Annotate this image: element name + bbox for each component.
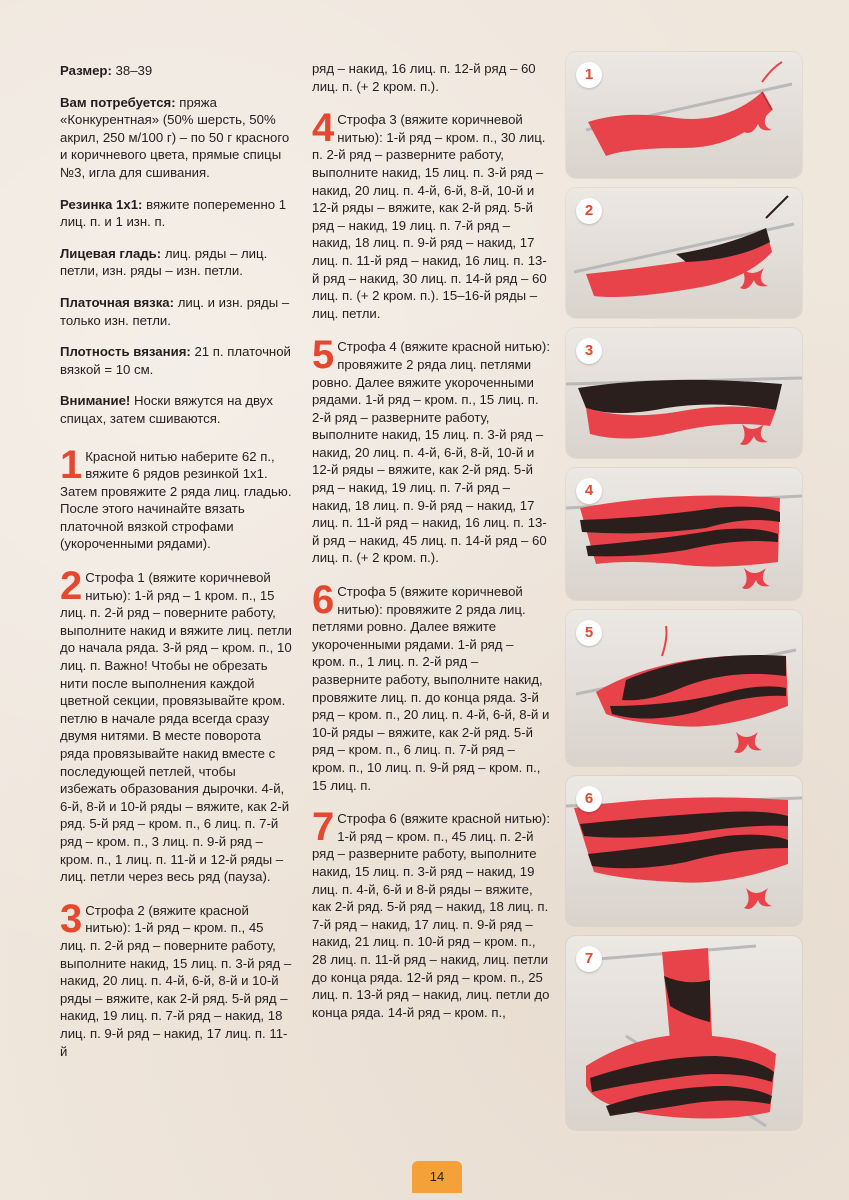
intro-garter-text: лиц. и изн. ряды – только изн. петли.	[60, 294, 290, 328]
intro-stockinette-label: Лицевая гладь:	[60, 245, 162, 261]
intro-size	[60, 62, 292, 80]
step-text: Строфа 3 (вяжите коричневой нитью): 1-й ряд – кром. п., 30 лиц. п. 2-й ряд – разверните работу, выполните накид, 15 лиц. п. 3-й ряд – накид, 20 лиц. п. 4-й, 6-й, 8-й, 10-й и 12-й ряды – вяжите, как 2-й ряд. 5-й ряд – накид, 19 лиц. п. 7-й ряд – накид, 18 лиц. п. 9-й ряд – накид, 17 лиц. п. 11-й ряд – накид, 16 лиц. п. 13-й ряд – накид, 30 лиц. п. 14-й ряд – 60 лиц. п. (+ 2 кром. п.). 15–16-й ряды – лиц. петли.	[312, 112, 547, 321]
step-text: Строфа 1 (вяжите коричневой нитью): 1-й ряд – 1 кром. п., 15 лиц. п. 2-й ряд – поверните работу, выполните накид и вяжите лиц. петли до начала ряда. 3-й ряд – кром. п., 10 лиц. п. Важно! Чтобы не обрезать нити после выполнения каждой цветной секции, провязывайте кром. петлю в начале ряда всегда сразу двумя нитями. В месте поворота ряда провязывайте накид вместе с последующей петлей, чтобы избежать образования дырочки. 4-й, 6-й, 8-й и 10-й ряды – вяжите, как 2-й ряд. 5-й ряд – кром. п., 6 лиц. п. 7-й ряд – кром. п., 3 лиц. п. 9-й ряд – кром. п., 1 лиц. п. 11-й и 12-й ряды – лиц. петли через весь ряд (пауза).	[60, 570, 292, 885]
intro-materials-label: Вам потребуется:	[60, 94, 176, 110]
intro-attention-text: Носки вяжутся на двух спицах, затем сшиваются.	[60, 393, 273, 426]
intro-materials	[60, 94, 292, 182]
step-number: 2	[60, 564, 82, 609]
intro-rib-text: вяжите попеременно 1 лиц. п. и 1 изн. п.	[60, 196, 287, 230]
step-5	[312, 333, 550, 567]
step-number: 1	[60, 442, 82, 487]
step-number: 4	[312, 106, 334, 151]
step-number: 5	[312, 333, 334, 378]
photo-badge: 6	[576, 786, 602, 812]
photo-column	[566, 52, 802, 1140]
step-1	[60, 442, 292, 554]
intro-size-text: 38–39	[111, 63, 153, 78]
step-photo-2	[566, 188, 802, 318]
step-number: 3	[60, 896, 82, 941]
step-photo-3	[566, 328, 802, 458]
step-photo-5	[566, 610, 802, 766]
intro-gauge-label: Плотность вязания:	[60, 344, 191, 360]
photo-badge: 1	[576, 62, 602, 88]
intro-materials-text: пряжа «Конкурентная» (50% шерсть, 50% акрил, 250 м/100 г) – по 50 г красного и коричневого цвета, прямые спицы №3, игла для сшивания.	[60, 94, 290, 180]
intro-size-label: Размер:	[60, 63, 112, 78]
page-number: 14	[412, 1161, 462, 1193]
intro-stockinette	[60, 245, 292, 280]
step-photo-1	[566, 52, 802, 178]
step-text: ряд – накид, 16 лиц. п. 12-й ряд – 60 лиц. п. (+ 2 кром. п.).	[312, 61, 536, 94]
step-6	[312, 578, 550, 794]
step-3-continued	[312, 60, 550, 95]
photo-badge: 2	[576, 198, 602, 224]
step-text: Строфа 5 (вяжите коричневой нитью): провяжите 2 ряда лиц. петлями ровно. Далее вяжите укороченными рядами. 1-й ряд – кром. п., 1 лиц. п. 2-й ряд – разверните работу, выполните накид, провяжите лиц. п. до конца ряда. 3-й ряд – кром. п., 20 лиц. п. 4-й, 6-й, 8-й и 10-й ряды – вяжите, как 2-й ряд. 5-й ряд – кром. п., 6 лиц. п. 7-й ряд – кром. п., 10 лиц. п. 9-й ряд – кром. п., 15 лиц. п.	[312, 584, 550, 793]
step-number: 6	[312, 578, 334, 623]
text-column-middle	[312, 60, 550, 1037]
intro-garter-label: Платочная вязка:	[60, 294, 175, 310]
intro-garter	[60, 294, 292, 329]
step-number: 7	[312, 805, 334, 850]
step-photo-6	[566, 776, 802, 926]
photo-badge: 4	[576, 478, 602, 504]
knitting-illustration	[566, 936, 802, 1130]
photo-badge: 5	[576, 620, 602, 646]
intro-stockinette-text: лиц. ряды – лиц. петли, изн. ряды – изн. петли.	[60, 245, 268, 279]
intro-gauge-text: 21 п. платочной вязкой = 10 см.	[60, 344, 291, 377]
step-text: Строфа 2 (вяжите красной нитью): 1-й ряд – кром. п., 45 лиц. п. 2-й ряд – поверните работу, выполните накид, 15 лиц. п. 3-й ряд – накид, 20 лиц. п. 4-й, 6-й, 8-й и 10-й ряды – вяжите, как 2-й ряд. 5-й ряд – накид, 19 лиц. п. 7-й ряд – накид, 18 лиц. п. 9-й ряд – накид, 17 лиц. п. 11-й	[60, 902, 292, 1059]
step-photo-7	[566, 936, 802, 1130]
photo-badge: 7	[576, 946, 602, 972]
step-7	[312, 805, 550, 1021]
step-text: Строфа 6 (вяжите красной нитью): 1-й ряд – кром. п., 45 лиц. п. 2-й ряд – разверните работу, выполните накид, 15 лиц. п. 3-й ряд – накид, 19 лиц. п. 4-й, 6-й и 8-й ряды – вяжите, как 2-й ряд. 5-й ряд – накид, 18 лиц. п. 7-й ряд – накид, 17 лиц. п. 9-й ряд – накид, 21 лиц. п. 10-й ряд – кром. п., 28 лиц. п. 11-й ряд – накид, лиц. петли до конца ряда. 12-й ряд – кром. п., 25 лиц. п. 13-й ряд – накид, лиц. петли до конца ряда. 14-й ряд – кром. п.,	[312, 811, 550, 1020]
intro-rib	[60, 196, 292, 231]
step-text: Красной нитью наберите 62 п., вяжите 6 рядов резинкой 1х1. Затем провяжите 2 ряда лиц. гладью. После этого начинайте вязать платочной вязкой строфами (укороченными рядами).	[60, 448, 292, 552]
step-3	[60, 896, 292, 1060]
intro-gauge	[60, 343, 292, 378]
intro-rib-label: Резинка 1х1:	[60, 196, 143, 212]
step-4	[312, 106, 550, 322]
intro-attention-label: Внимание!	[60, 393, 131, 409]
step-photo-4	[566, 468, 802, 600]
intro-attention	[60, 392, 292, 427]
photo-badge: 3	[576, 338, 602, 364]
text-column-left	[60, 62, 292, 1076]
step-text: Строфа 4 (вяжите красной нитью): провяжите 2 ряда лиц. петлями ровно. Далее вяжите укороченными рядами. 1-й ряд – кром. п., 15 лиц. п. 2-й ряд – разверните работу, выполните накид, 15 лиц. п. 3-й ряд – накид, 20 лиц. п. 4-й, 6-й, 8-й, 10-й и 12-й ряды – вяжите, как 2-й ряд. 5-й ряд – накид, 19 лиц. п. 7-й ряд – накид, 18 лиц. п. 9-й ряд – накид, 17 лиц. п. 11-й ряд – накид, 16 лиц. п. 13-й ряд – накид, 45 лиц. п. 14-й ряд – 60 лиц. п. (+ 2 кром. п.).	[312, 339, 550, 566]
step-2	[60, 564, 292, 886]
